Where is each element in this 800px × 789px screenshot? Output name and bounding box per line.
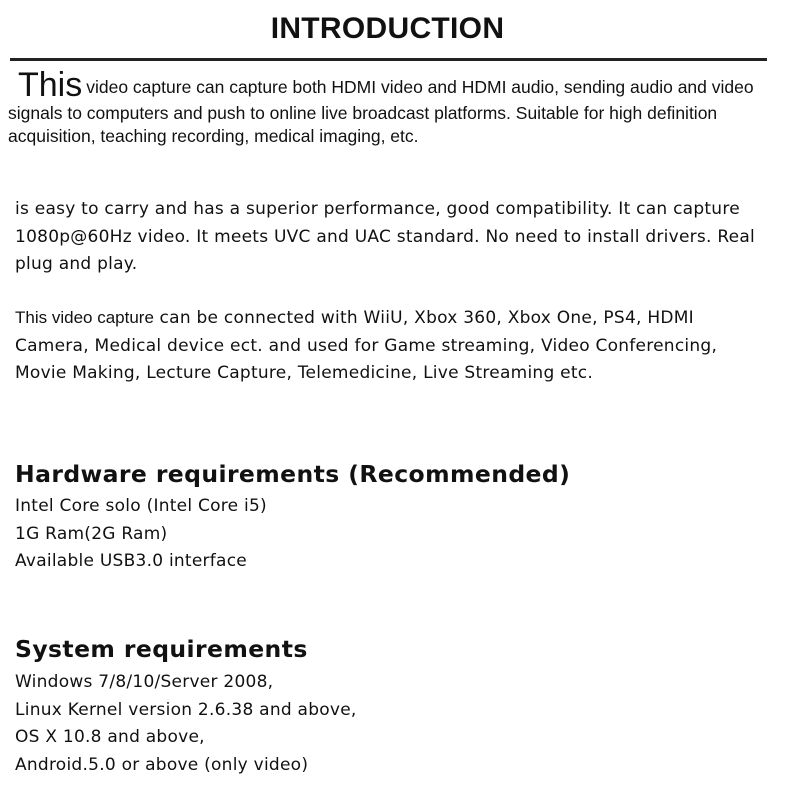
- system-item-macos: OS X 10.8 and above,: [15, 727, 205, 747]
- hardware-list: [15, 493, 267, 576]
- compatibility-text: can be connected with WiiU, Xbox 360, Xbox One, PS4, HDMI Camera, Medical device ect. and used for Game streaming, Video Conferencing, Movie Making, Lecture Capture, Telemedicine, Live Streaming etc.: [15, 308, 718, 383]
- hardware-item-usb: Available USB3.0 interface: [15, 551, 248, 571]
- hardware-heading: Hardware requirements (Recommended): [15, 460, 571, 488]
- compatibility-lead: This video capture: [15, 308, 154, 327]
- system-list: [15, 669, 357, 779]
- intro-lead-word: This: [18, 66, 83, 104]
- hardware-item-cpu: Intel Core solo (Intel Core i5): [15, 496, 267, 516]
- intro-paragraph: [8, 68, 768, 148]
- title-divider: [10, 58, 767, 61]
- system-heading: System requirements: [15, 635, 308, 663]
- compatibility-paragraph: [15, 304, 755, 388]
- hardware-item-ram: 1G Ram(2G Ram): [15, 523, 168, 544]
- page-title: INTRODUCTION: [270, 12, 505, 45]
- intro-text: video capture can capture both HDMI video and HDMI audio, sending audio and video signals to computers and push to online live broadcast platforms. Suitable for high definition acquisition, teaching recording, medical imaging, etc.: [8, 77, 754, 146]
- system-item-linux: Linux Kernel version 2.6.38 and above,: [15, 699, 357, 720]
- system-item-windows: Windows 7/8/10/Server 2008,: [15, 672, 274, 692]
- system-item-android: Android.5.0 or above (only video): [15, 754, 309, 775]
- features-paragraph: is easy to carry and has a superior performance, good compatibility. It can capture 1080p@60Hz video. It meets UVC and UAC standard. No need to install drivers. Real plug and play.: [15, 199, 755, 274]
